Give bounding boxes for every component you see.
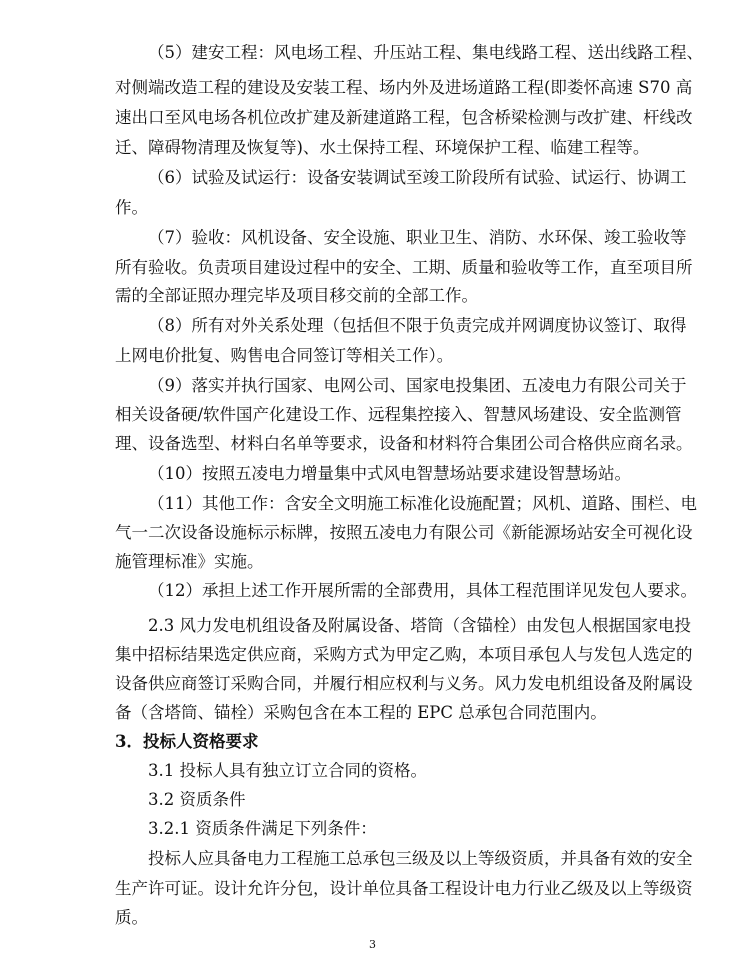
text-line: （5）建安工程：风电场工程、升压站工程、集电线路工程、送出线路工程、 [148, 43, 703, 62]
text-line: 施管理标准》实施。 [115, 552, 264, 571]
text-line: （8）所有对外关系处理（包括但不限于负责完成并网调度协议签订、取得 [148, 316, 687, 335]
text-line: 备（含塔筒、锚栓）采购包含在本工程的 EPC 总承包合同范围内。 [115, 703, 607, 722]
text-line: 迁、障碍物清理及恢复等)、水土保持工程、环境保护工程、临建工程等。 [115, 138, 650, 157]
text-line: （7）验收：风机设备、安全设施、职业卫生、消防、水环保、竣工验收等 [148, 228, 687, 247]
text-line: 相关设备硬/软件国产化建设工作、远程集控接入、智慧风场建设、安全监测管 [115, 405, 682, 424]
text-line: 3.2.1 资质条件满足下列条件： [148, 819, 377, 838]
text-line: 所有验收。负责项目建设过程中的安全、工期、质量和验收等工作，直至项目所 [115, 258, 693, 277]
text-line: 对侧端改造工程的建设及安装工程、场内外及进场道路工程(即娄怀高速 S70 高 [115, 78, 693, 97]
text-line: 速出口至风电场各机位改扩建及新建道路工程，包含桥梁检测与改扩建、杆线改 [115, 108, 693, 127]
text-line: 气一二次设备设施标示标牌，按照五凌电力有限公司《新能源场站安全可视化设 [115, 523, 693, 542]
text-line: 作。 [115, 198, 148, 217]
text-line: 质。 [115, 908, 148, 927]
text-line: 上网电价批复、购售电合同签订等相关工作）。 [115, 346, 454, 365]
text-line: （11）其他工作：含安全文明施工标准化设施配置；风机、道路、围栏、电 [148, 494, 697, 513]
page-number: 3 [369, 938, 376, 951]
text-line: （9）落实并执行国家、电网公司、国家电投集团、五凌电力有限公司关于 [148, 376, 687, 395]
text-line: 生产许可证。设计允许分包，设计单位具备工程设计电力行业乙级及以上等级资 [115, 879, 693, 898]
text-line: 需的全部证照办理完毕及项目移交前的全部工作。 [115, 286, 478, 305]
text-line: （10）按照五凌电力增量集中式风电智慧场站要求建设智慧场站。 [148, 464, 631, 483]
text-line: 3.1 投标人具有独立订立合同的资格。 [148, 761, 427, 780]
text-line: 2.3 风力发电机组设备及附属设备、塔筒（含锚栓）由发包人根据国家电投 [148, 616, 691, 635]
text-line: 集中招标结果选定供应商，采购方式为甲定乙购，本项目承包人与发包人选定的 [115, 645, 693, 664]
text-line: 投标人应具备电力工程施工总承包三级及以上等级资质，并具备有效的安全 [148, 849, 693, 868]
text-line: 3.2 资质条件 [148, 790, 246, 809]
text-line: 设备供应商签订采购合同，并履行相应权利与义务。风力发电机组设备及附属设 [115, 674, 693, 693]
text-line: （12）承担上述工作开展所需的全部费用，具体工程范围详见发包人要求。 [148, 581, 697, 600]
text-line: （6）试验及试运行：设备安装调试至竣工阶段所有试验、试运行、协调工 [148, 168, 687, 187]
text-line: 理、设备选型、材料白名单等要求，设备和材料符合集团公司合格供应商名录。 [115, 434, 693, 453]
section-heading: 3．投标人资格要求 [115, 732, 259, 751]
